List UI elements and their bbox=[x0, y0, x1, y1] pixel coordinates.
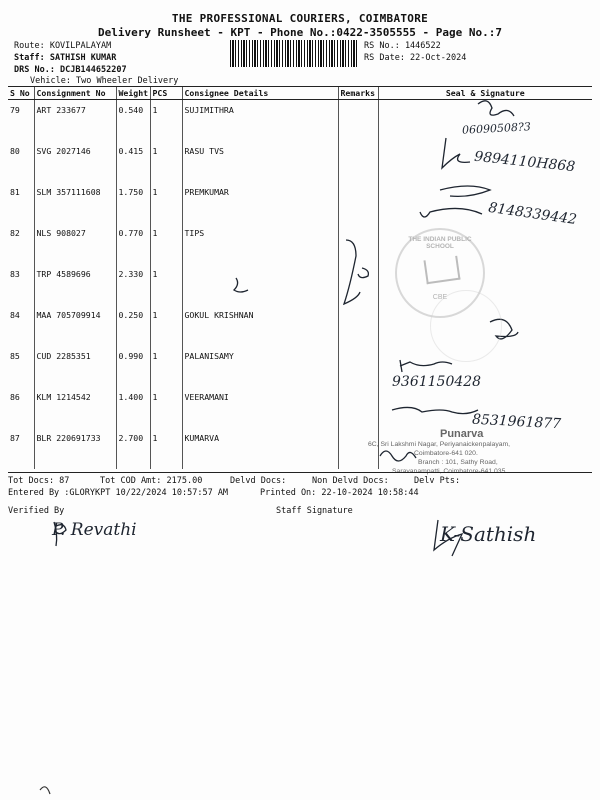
staff-signature: K-Sathish bbox=[440, 522, 537, 546]
cell-consignment: ART 233677 bbox=[34, 100, 116, 142]
footer-divider bbox=[8, 472, 592, 473]
col-seal: Seal & Signature bbox=[378, 87, 592, 100]
col-remarks: Remarks bbox=[338, 87, 378, 100]
cell-consignment: BLR 220691733 bbox=[34, 428, 116, 469]
cell-weight: 1.750 bbox=[116, 182, 150, 223]
cell-consignment: MAA 705709914 bbox=[34, 305, 116, 346]
cell-pcs: 1 bbox=[150, 428, 182, 469]
staff-field: Staff: SATHISH KUMAR bbox=[14, 53, 117, 63]
cell-pcs: 1 bbox=[150, 305, 182, 346]
cell-sno: 81 bbox=[10, 187, 20, 197]
cell-weight: 0.250 bbox=[116, 305, 150, 346]
cell-consignee: KUMARVA bbox=[182, 428, 338, 469]
cell-sno: 83 bbox=[10, 269, 20, 279]
verified-signature: P. Revathi bbox=[52, 520, 137, 540]
cell-weight: 0.415 bbox=[116, 141, 150, 182]
cell-sno: 86 bbox=[10, 392, 20, 402]
cell-weight: 0.540 bbox=[116, 100, 150, 142]
signature-83b bbox=[358, 268, 368, 278]
stamp-emblem-icon bbox=[423, 256, 460, 284]
document-title: THE PROFESSIONAL COURIERS, COIMBATORE bbox=[171, 12, 429, 25]
signature-83a bbox=[344, 240, 360, 304]
cell-pcs: 1 bbox=[150, 346, 182, 387]
handwritten-phone-85: 9361150428 bbox=[392, 374, 482, 390]
cell-pcs: 1 bbox=[150, 100, 182, 142]
signature-79 bbox=[478, 101, 514, 116]
signature-85 bbox=[400, 360, 452, 372]
col-consignment: Consignment No bbox=[34, 87, 116, 100]
cell-sno: 79 bbox=[10, 105, 20, 115]
seal-name: Punarva bbox=[440, 428, 484, 440]
cell-consignee: RASU TVS bbox=[182, 141, 338, 182]
cell-consignee: SUJIMITHRA bbox=[182, 100, 338, 142]
cell-weight: 1.400 bbox=[116, 387, 150, 428]
seal-line-1: 6C, Sri Lakshmi Nagar, Periyanaickenpalayam, bbox=[368, 441, 511, 448]
page-mark bbox=[40, 787, 50, 794]
seal-line-2: Coimbatore-641 020. bbox=[414, 450, 478, 457]
cell-weight: 2.700 bbox=[116, 428, 150, 469]
delivered-docs: Delvd Docs: bbox=[230, 476, 287, 486]
cell-pcs: 1 bbox=[150, 264, 182, 305]
cell-weight: 0.770 bbox=[116, 223, 150, 264]
handwritten-phone-86: 8531961877 bbox=[471, 411, 562, 433]
cell-consignment: TRP 4589696 bbox=[34, 264, 116, 305]
stamp-sub: CBE bbox=[432, 294, 448, 301]
document-subtitle: Delivery Runsheet - KPT - Phone No.:0422-3505555 - Page No.:7 bbox=[98, 26, 502, 39]
total-cod-amount: Tot COD Amt: 2175.00 bbox=[100, 476, 203, 486]
cell-weight: 2.330 bbox=[116, 264, 150, 305]
cell-consignee: PREMKUMAR bbox=[182, 182, 338, 223]
rs-date-field: RS Date: 22-Oct-2024 bbox=[364, 53, 467, 63]
cell-sno: 85 bbox=[10, 351, 20, 361]
cell-sno: 82 bbox=[10, 228, 20, 238]
handwritten-phone-80: 9894110H868 bbox=[473, 148, 576, 176]
cell-consignment: KLM 1214542 bbox=[34, 387, 116, 428]
col-consignee: Consignee Details bbox=[182, 87, 338, 100]
signature-80 bbox=[442, 138, 470, 168]
signature-81 bbox=[420, 186, 490, 217]
seal-line-3: Branch : 101, Sathy Road, bbox=[418, 459, 498, 466]
verified-by-label: Verified By bbox=[8, 506, 65, 516]
cell-pcs: 1 bbox=[150, 387, 182, 428]
cell-sno: 87 bbox=[10, 433, 20, 443]
cell-consignee: GOKUL KRISHNAN bbox=[182, 305, 338, 346]
non-delivered-docs: Non Delvd Docs: bbox=[312, 476, 389, 486]
printed-on: Printed On: 22-10-2024 10:58:44 bbox=[260, 488, 419, 498]
cell-consignment: SLM 357111608 bbox=[34, 182, 116, 223]
signature-83c bbox=[234, 278, 248, 292]
rs-no-field: RS No.: 1446522 bbox=[364, 41, 441, 51]
cell-pcs: 1 bbox=[150, 182, 182, 223]
vehicle-field: Vehicle: Two Wheeler Delivery bbox=[30, 76, 179, 86]
cell-consignment: SVG 2027146 bbox=[34, 141, 116, 182]
signature-86 bbox=[392, 407, 478, 413]
handwritten-phone-79: 06090508?3 bbox=[461, 120, 532, 137]
drs-field: DRS No.: DCJB144652207 bbox=[14, 65, 127, 75]
handwritten-phone-81: 8148339442 bbox=[487, 199, 578, 229]
secondary-stamp bbox=[430, 290, 502, 362]
col-weight: Weight bbox=[116, 87, 150, 100]
cell-consignment: CUD 2285351 bbox=[34, 346, 116, 387]
cell-consignment: NLS 908027 bbox=[34, 223, 116, 264]
cell-sno: 80 bbox=[10, 146, 20, 156]
cell-consignee: PALANISAMY bbox=[182, 346, 338, 387]
col-pcs: PCS bbox=[150, 87, 182, 100]
cell-pcs: 1 bbox=[150, 141, 182, 182]
seal-line-4: Saravanampatti, Coimbatore-641 035. bbox=[392, 468, 508, 475]
cell-consignee: TIPS bbox=[182, 223, 338, 264]
cell-consignee: VEERAMANI bbox=[182, 387, 338, 428]
entered-by: Entered By :GLORYKPT 10/22/2024 10:57:57 AM bbox=[8, 488, 229, 498]
total-docs: Tot Docs: 87 bbox=[8, 476, 70, 486]
delivery-points: Delv Pts: bbox=[414, 476, 461, 486]
business-seal bbox=[368, 428, 584, 476]
cell-sno: 84 bbox=[10, 310, 20, 320]
cell-weight: 0.990 bbox=[116, 346, 150, 387]
col-sno: S No bbox=[8, 87, 34, 100]
cell-pcs: 1 bbox=[150, 223, 182, 264]
stamp-text: THE INDIAN PUBLIC SCHOOL bbox=[408, 236, 472, 250]
route-field: Route: KOVILPALAYAM bbox=[14, 41, 112, 51]
staff-signature-label: Staff Signature bbox=[276, 506, 353, 516]
